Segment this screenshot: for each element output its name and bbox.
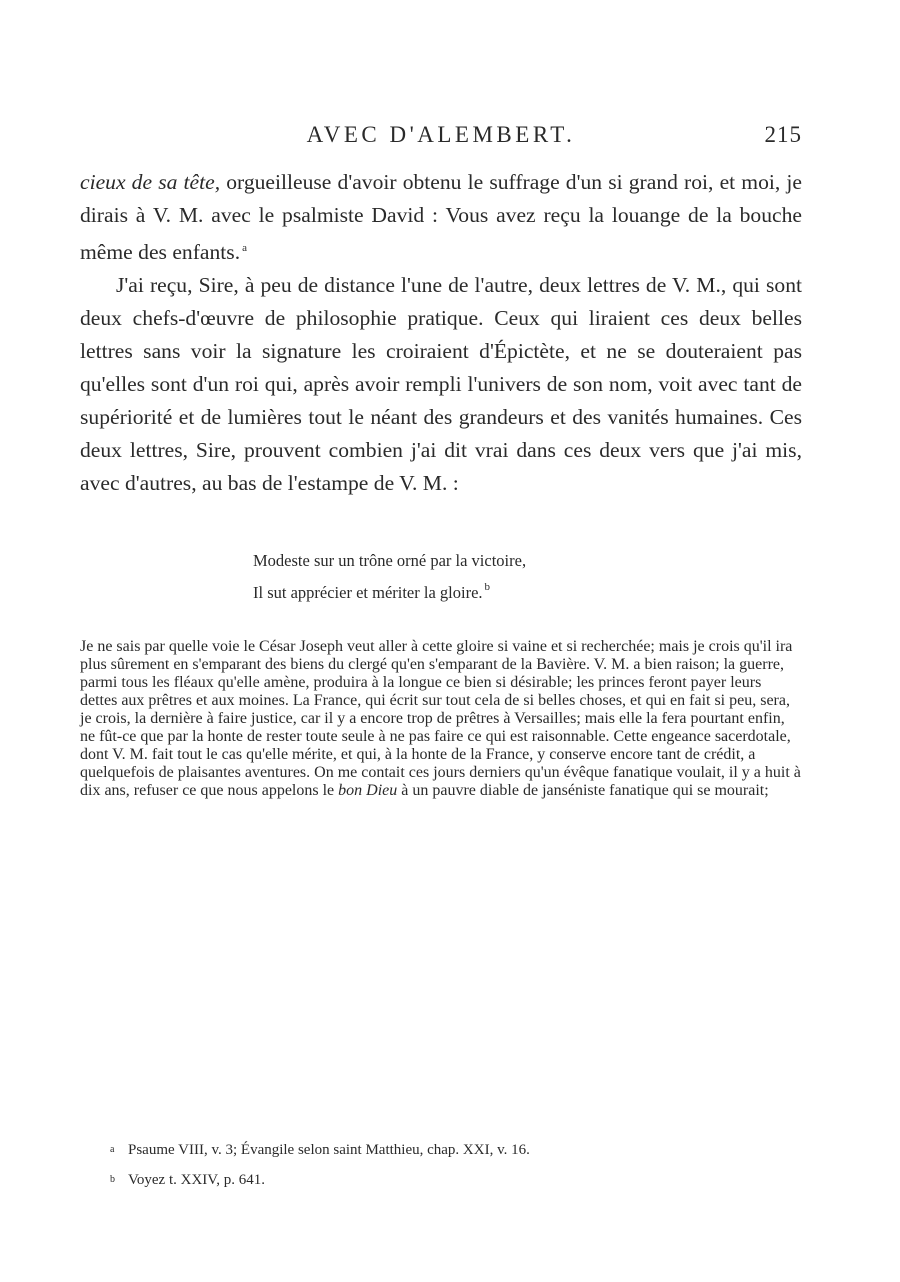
running-title: AVEC D'ALEMBERT.	[306, 122, 576, 147]
running-header	[80, 122, 802, 156]
footnote-ref-a: a	[242, 242, 247, 254]
paragraph-2: J'ai reçu, Sire, à peu de distance l'une de l'autre, deux lettres de V. M., qui sont deux chefs-d'œuvre de philosophie pratique. Ceux qui liraient ces deux belles lettres sans voir la signature les croiraient d'Épictète, et ne se douteraient pas qu'elles sont d'un roi qui, après avoir rempli l'univers de son nom, voit avec tant de supériorité et de lumières tout le néant des grandeurs et des vanités humaines. Ces deux lettres, Sire, prouvent combien j'ai dit vrai dans ces deux vers que j'ai mis, avec d'autres, au bas de l'estampe de V. M. :	[80, 273, 802, 495]
footnote-a	[110, 1135, 530, 1165]
footnote-a-mark: a	[110, 1144, 115, 1155]
paragraph-3-text-before: Je ne sais par quelle voie le César Joseph veut aller à cette gloire si vaine et si recherchée; mais je crois qu'il ira plus sûrement en s'emparant des biens du clergé qu'en s'emparant de la Bavière. V. M. a bien raison; la guerre, parmi tous les fléaux qu'elle amène, produira à la longue ce bien si désirable; les princes feront payer leurs dettes aux prêtres et aux moines. La France, qui écrit sur tout cela de si belles choses, et qui en fait si peu, sera, je crois, la dernière à faire justice, car il y a encore trop de prêtres à Versailles; mais elle la fera pourtant enfin, ne fût-ce que par la honte de rester toute seule à ne pas faire ce qui est raisonnable. Cette engeance sacerdotale, dont V. M. fait tout le cas qu'elle mérite, et qui, à la honte de la France, y conserve encore tant de crédit, a quelquefois de plaisantes aventures. On me contait ces jours derniers qu'un évêque fanatique voulait, il y a huit à dix ans, refuser ce que nous appelons le	[80, 638, 801, 799]
main-text-continued	[80, 622, 802, 816]
italic-lead: cieux de sa tête,	[80, 170, 221, 194]
verse-line-2	[253, 574, 526, 606]
paragraph-1	[80, 166, 802, 269]
footnote-b	[110, 1165, 530, 1195]
verse-line-2-text: Il sut apprécier et mériter la gloire.	[253, 583, 483, 602]
verse-line-1: Modeste sur un trône orné par la victoire,	[253, 551, 527, 570]
footnote-b-mark: b	[110, 1174, 115, 1185]
footnote-b-text: Voyez t. XXIV, p. 641.	[128, 1172, 265, 1188]
page-number: 215	[764, 122, 802, 147]
paragraph-3-text-after: à un pauvre diable de janséniste fanatique qui se mourait;	[397, 782, 769, 799]
footnote-ref-b: b	[484, 581, 491, 593]
footnotes	[110, 1135, 530, 1195]
paragraph-3-italic: bon Dieu	[338, 782, 398, 799]
verse-quote	[253, 548, 526, 606]
footnote-a-text: Psaume VIII, v. 3; Évangile selon saint Matthieu, chap. XXI, v. 16.	[128, 1142, 530, 1158]
paragraph-1-text: orgueilleuse d'avoir obtenu le suffrage d'un si grand roi, et moi, je dirais à V. M. avec le psalmiste David : Vous avez reçu la louange de la bouche même des enfants.	[80, 170, 802, 264]
paragraph-3	[80, 638, 802, 800]
main-text	[80, 166, 802, 500]
